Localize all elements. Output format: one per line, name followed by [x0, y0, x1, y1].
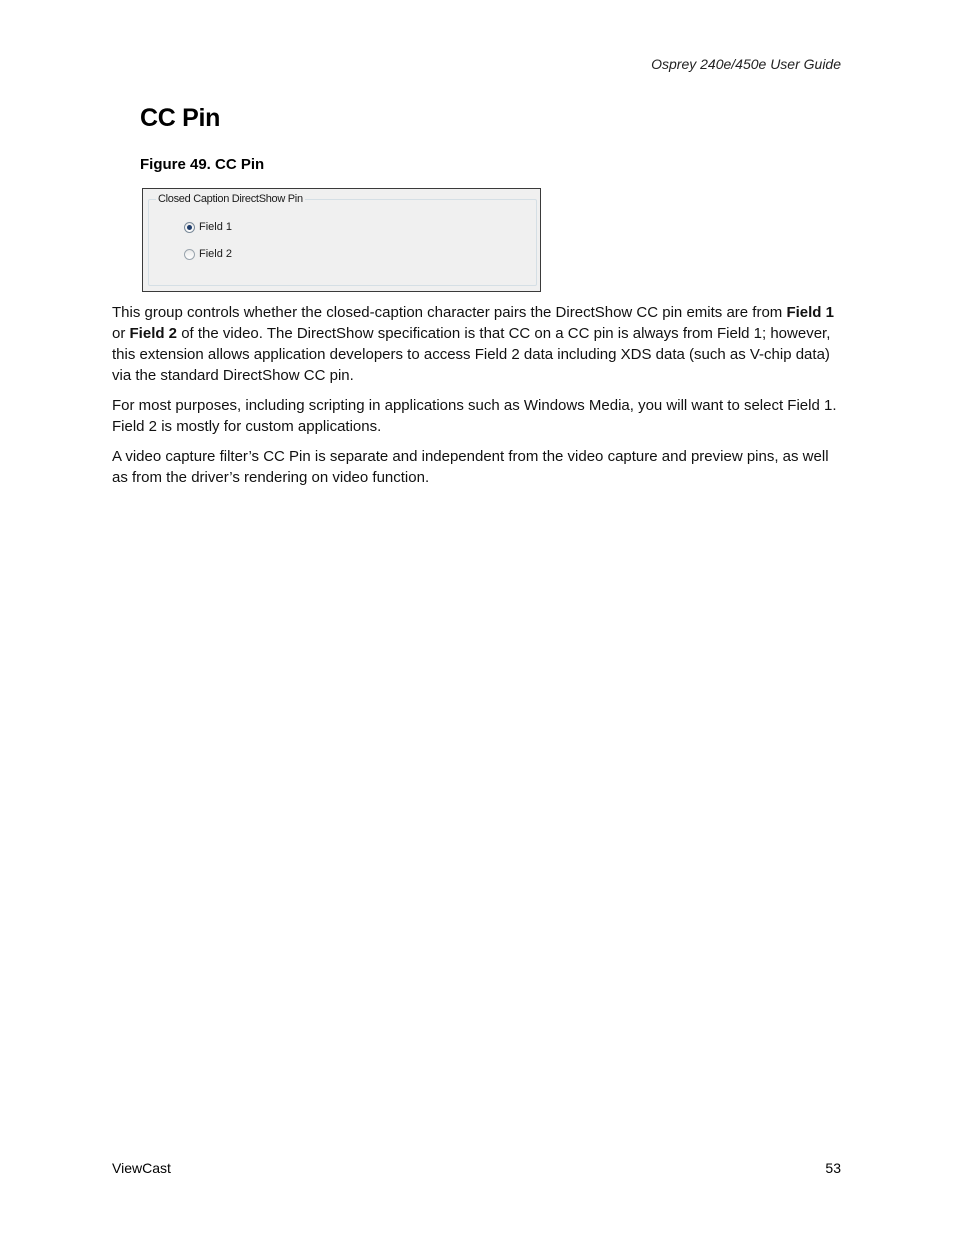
running-header: Osprey 240e/450e User Guide	[651, 56, 841, 72]
paragraph-2: For most purposes, including scripting in applications such as Windows Media, you will want to select Field 1. Field 2 is mostly for custom applications.	[112, 397, 837, 435]
section-title: CC Pin	[140, 104, 221, 132]
groupbox-title: Closed Caption DirectShow Pin	[158, 193, 303, 205]
figure-caption: Figure 49. CC Pin	[140, 156, 265, 173]
footer-company: ViewCast	[112, 1160, 171, 1176]
field-2-emphasis: Field 2	[129, 325, 178, 342]
field-1-label: Field 1	[199, 221, 233, 233]
figure-screenshot	[142, 188, 541, 292]
field-1-emphasis: Field 1	[786, 304, 834, 321]
field-2-option[interactable]	[184, 248, 232, 260]
paragraph-1: This group controls whether the closed-caption character pairs the DirectShow CC pin emits are from Field 1 or Field 2 of the video. The DirectShow specification is that CC on a CC pin is always from Field 1; however, this extension allows application developers to access Field 2 data including XDS data (such as V-chip data) via the standard DirectShow CC pin.	[112, 304, 834, 384]
radio-selected-icon[interactable]	[184, 222, 195, 233]
body-text	[112, 302, 842, 497]
footer-page-number: 53	[825, 1160, 841, 1176]
field-2-label: Field 2	[199, 248, 233, 260]
field-1-option[interactable]	[184, 221, 232, 233]
radio-unselected-icon[interactable]	[184, 249, 195, 260]
closed-caption-groupbox	[148, 193, 537, 286]
paragraph-3: A video capture filter’s CC Pin is separate and independent from the video capture and preview pins, as well as from the driver’s rendering on video function.	[112, 448, 829, 486]
